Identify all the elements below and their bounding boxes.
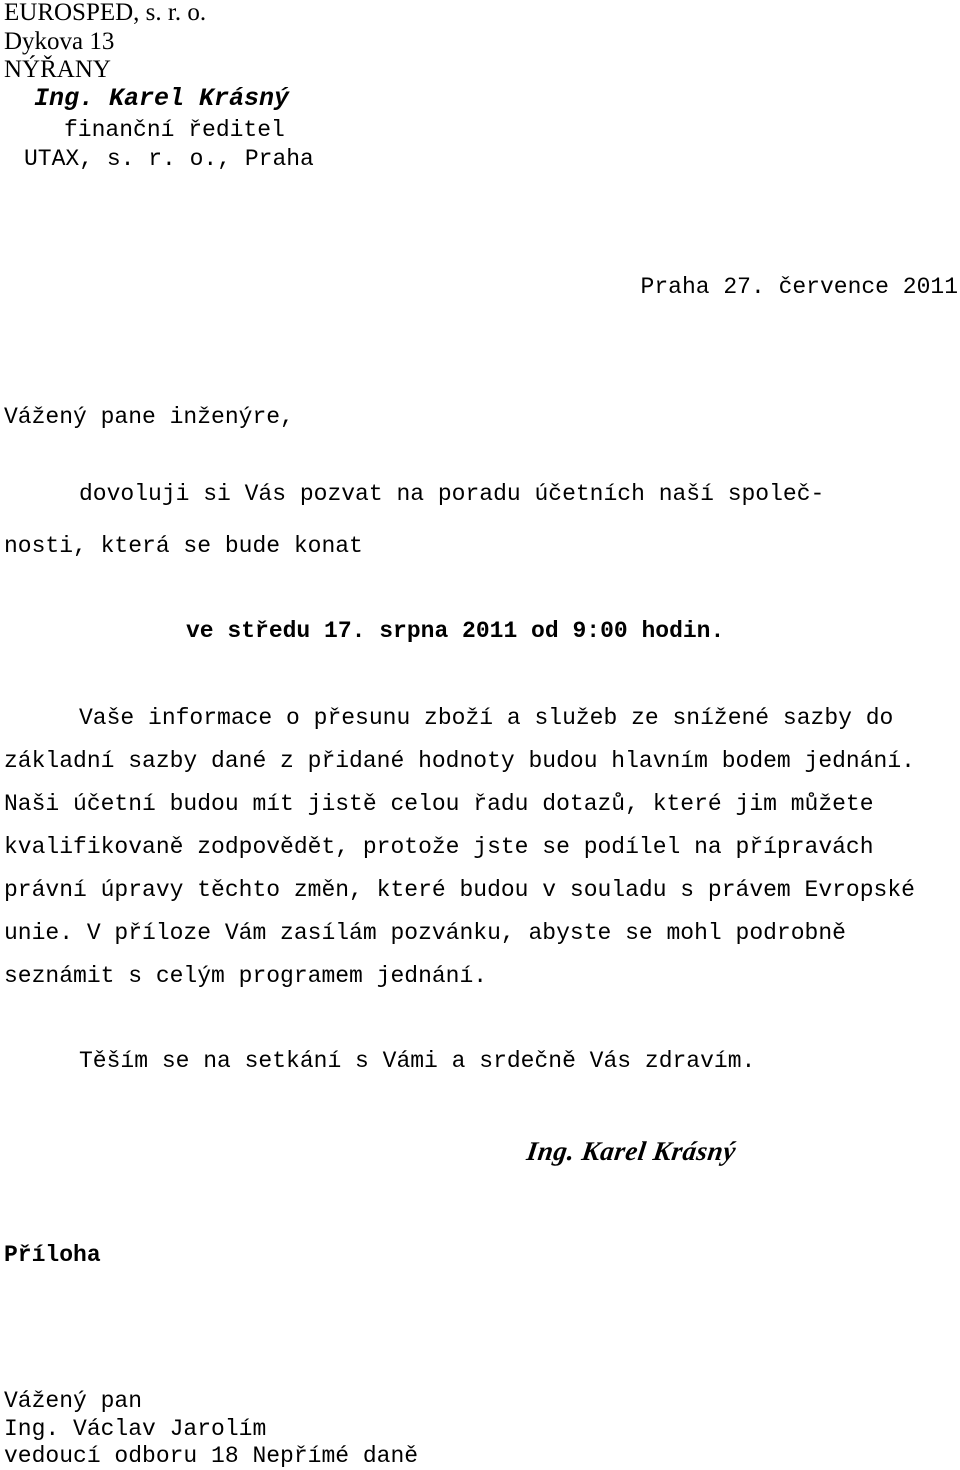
attachment-heading: Příloha <box>4 1242 101 1268</box>
addressee-position: vedoucí odboru 18 Nepřímé daně <box>4 1443 419 1469</box>
signature: Ing. Karel Krásný <box>524 1136 738 1166</box>
closing-line: Těším se na setkání s Vámi a srdečně Vás zdravím. <box>79 1048 756 1074</box>
addressee-name: Ing. Václav Jarolím <box>4 1416 267 1442</box>
intro-line-2: nosti, která se bude konat <box>4 533 363 559</box>
recipient-name: Ing. Karel Krásný <box>34 84 290 113</box>
letter-date: Praha 27. července 2011 <box>640 274 958 300</box>
recipient-company: UTAX, s. r. o., Praha <box>24 146 314 172</box>
intro-line-1: dovoluji si Vás pozvat na poradu účetních naší společ- <box>79 481 825 507</box>
sender-city: NÝŘANY <box>4 56 111 83</box>
sender-street: Dykova 13 <box>4 28 115 55</box>
sender-company: EUROSPED, s. r. o. <box>4 0 207 26</box>
recipient-position: finanční ředitel <box>64 117 285 143</box>
salutation: Vážený pane inženýre, <box>4 404 294 430</box>
main-paragraph: Vaše informace o přesunu zboží a služeb ze snížené sazby do základní sazby dané z přidané hodnoty budou hlavním bodem jednání. Naši účetní budou mít jistě celou řadu dotazů, které jim můžete kvalifikovaně zodpovědět, protože jste se podílel na přípravách právní úpravy těchto změn, které budou v souladu s právem Evropské unie. V příloze Vám zasílám pozvánku, abyste se mohl podrobně seznámit s celým programem jednání. <box>4 705 915 989</box>
meeting-time: ve středu 17. srpna 2011 od 9:00 hodin. <box>186 618 725 644</box>
addressee-salutation: Vážený pan <box>4 1388 143 1414</box>
